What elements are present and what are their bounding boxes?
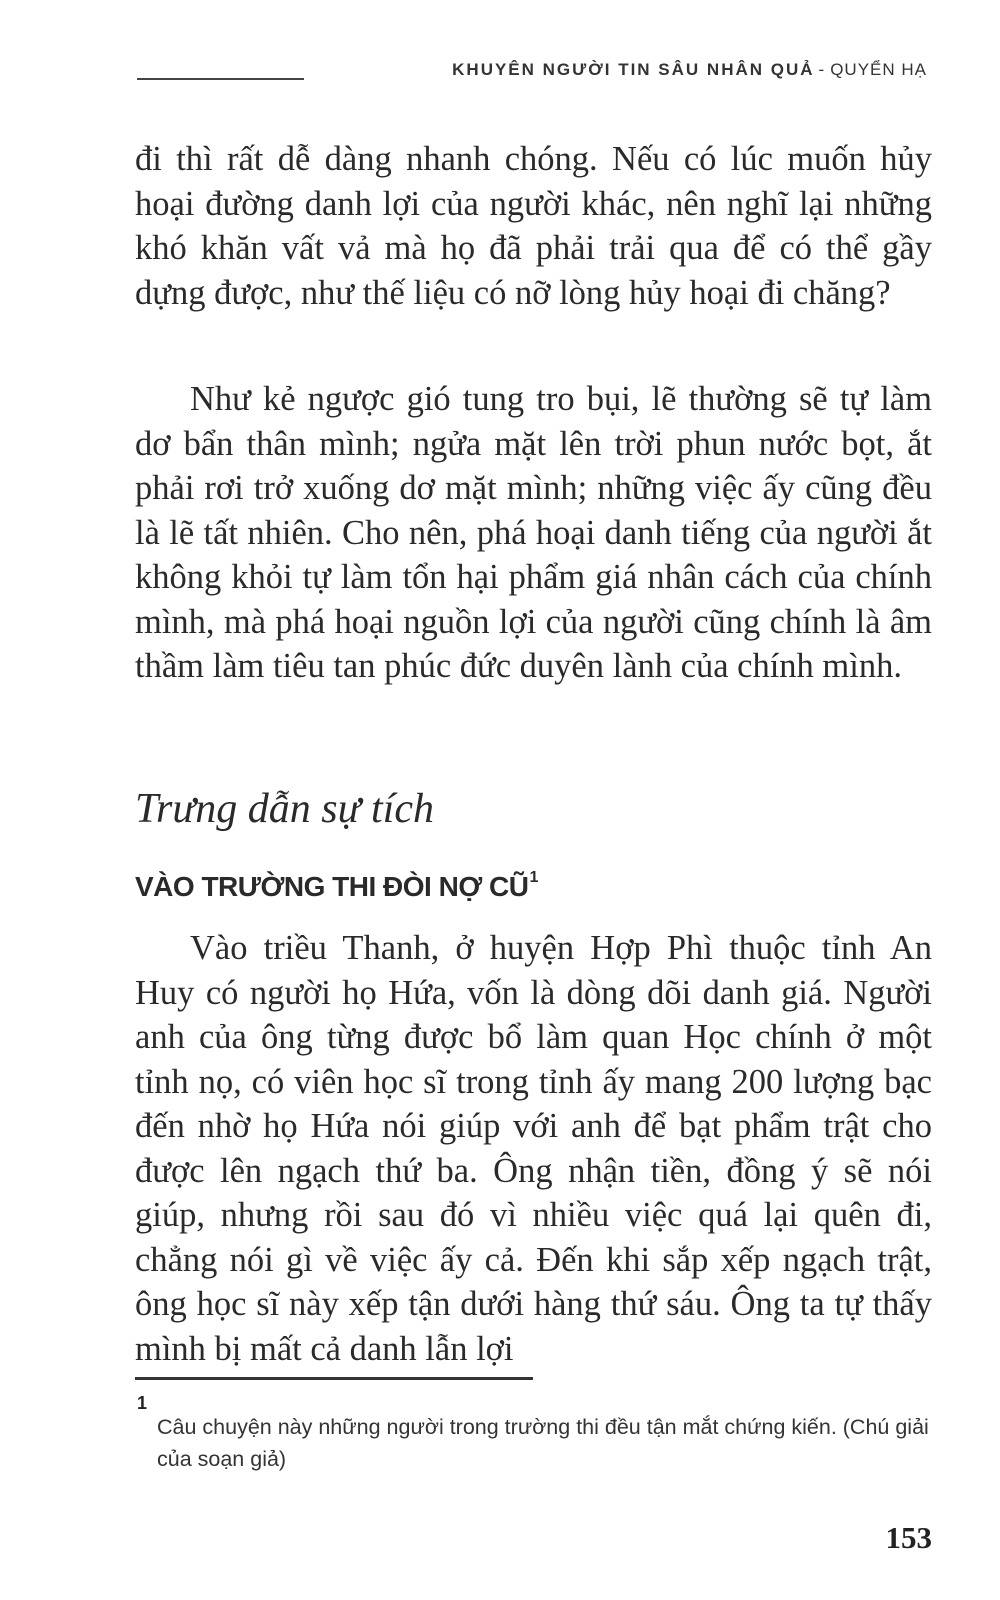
story-title <box>135 868 538 903</box>
footnote-rule <box>135 1377 533 1380</box>
footnote-text: Câu chuyện này những người trong trường thi đều tận mắt chứng kiến. (Chú giải của soạn giả) <box>157 1415 929 1471</box>
book-title: KHUYÊN NGƯỜI TIN SÂU NHÂN QUẢ <box>452 60 815 79</box>
header-separator: - <box>818 60 827 79</box>
volume-label: QUYỂN HẠ <box>830 60 927 79</box>
paragraph-1: đi thì rất dễ dàng nhanh chóng. Nếu có lúc muốn hủy hoại đường danh lợi của người khác, nên nghĩ lại những khó khăn vất vả mà họ đã phải trải qua để có thể gầy dựng được, như thế liệu có nỡ lòng hủy hoại đi chăng? <box>135 140 932 312</box>
header-rule <box>137 78 304 80</box>
story-title-text: VÀO TRƯỜNG THI ĐÒI NỢ CŨ <box>135 871 529 902</box>
section-title: Trưng dẫn sự tích <box>135 786 435 832</box>
footnote-mark: 1 <box>137 1393 148 1413</box>
paragraph-2: Như kẻ ngược gió tung tro bụi, lẽ thường sẽ tự làm dơ bẩn thân mình; ngửa mặt lên trời phun nước bọt, ắt phải rơi trở xuống dơ mặt mình; những việc ấy cũng đều là lẽ tất nhiên. Cho nên, phá hoại danh tiếng của người ắt không khỏi tự làm tổn hại phẩm giá nhân cách của chính mình, mà phá hoại nguồn lợi của người cũng chính là âm thầm làm tiêu tan phúc đức duyên lành của chính mình. <box>135 380 932 685</box>
paragraph-3: Vào triều Thanh, ở huyện Hợp Phì thuộc tỉnh An Huy có người họ Hứa, vốn là dòng dõi danh giá. Người anh của ông từng được bổ làm quan Học chính ở một tỉnh nọ, có viên học sĩ trong tỉnh ấy mang 200 lượng bạc đến nhờ họ Hứa nói giúp với anh để bạt phẩm trật cho được lên ngạch thứ ba. Ông nhận tiền, đồng ý sẽ nói giúp, nhưng rồi sau đó vì nhiều việc quá lại quên đi, chẳng nói gì về việc ấy cả. Đến khi sắp xếp ngạch trật, ông học sĩ này xếp tận dưới hàng thứ sáu. Ông ta tự thấy mình bị mất cả danh lẫn lợi <box>135 929 932 1368</box>
page-number: 153 <box>885 1520 932 1555</box>
running-header <box>452 60 927 80</box>
footnote-reference: 1 <box>529 868 538 886</box>
